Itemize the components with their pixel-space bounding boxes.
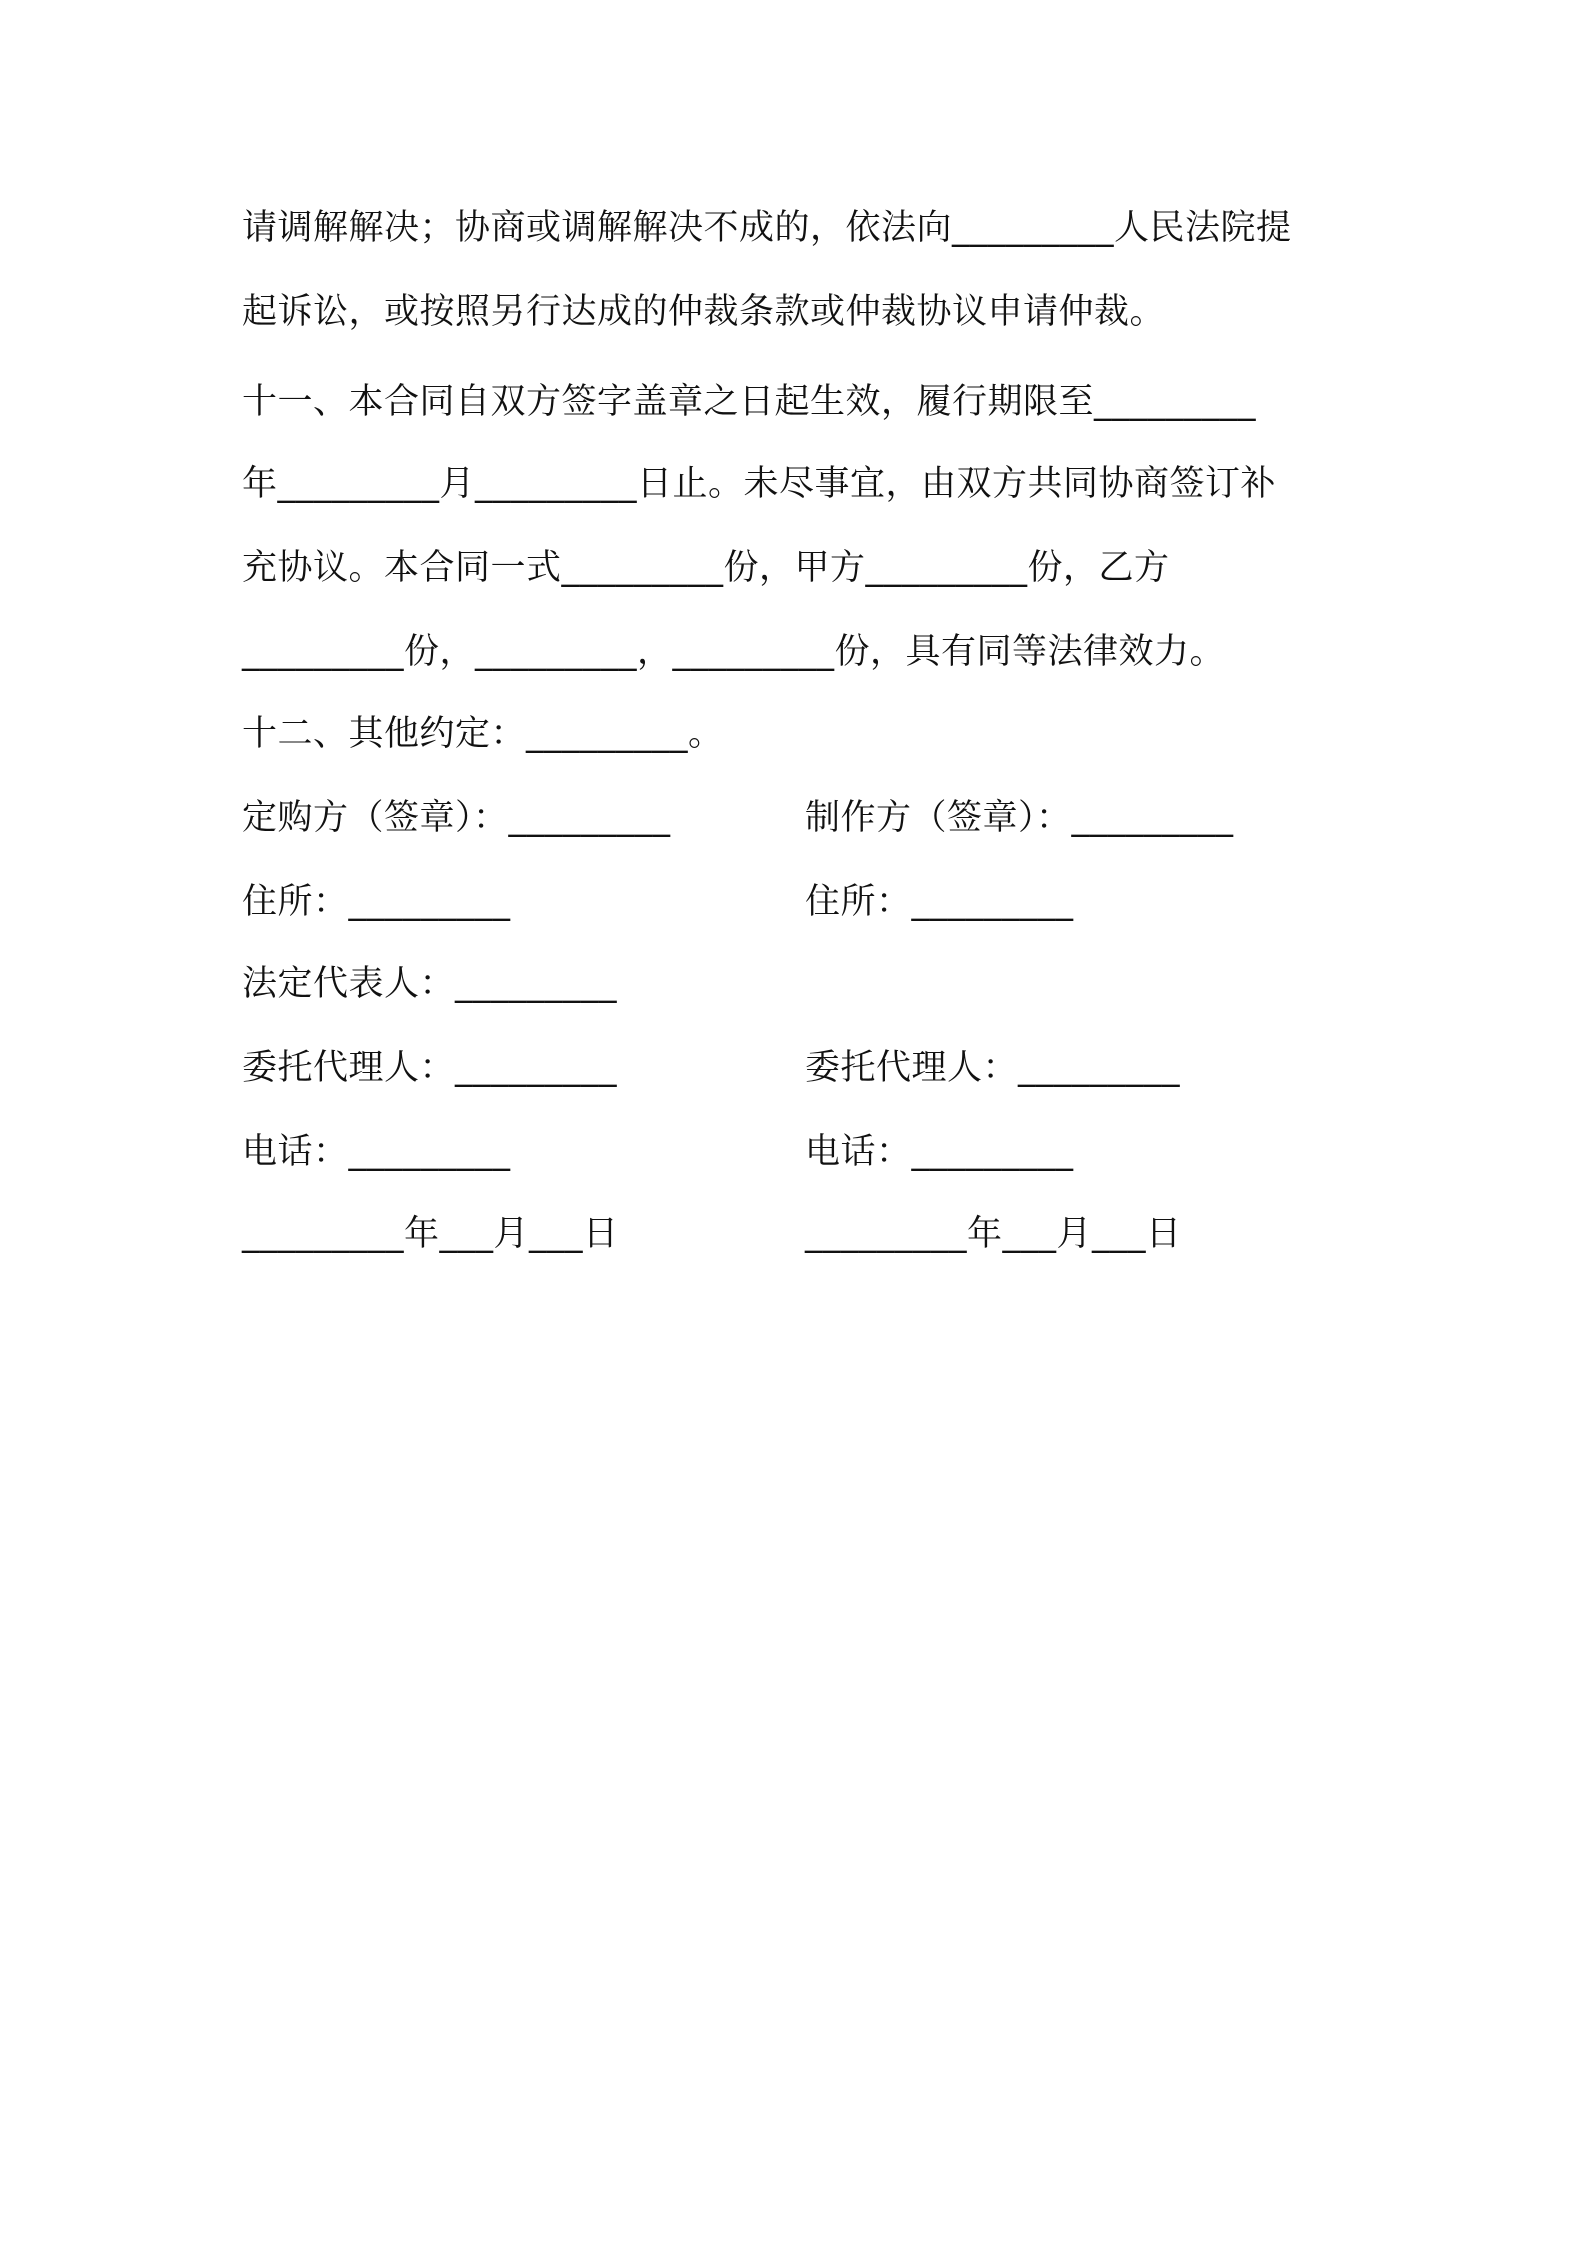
clause-eleven-line-2: 年_________月_________日止。未尽事宜，由双方共同协商签订补 bbox=[242, 464, 1277, 504]
buyer-phone: 电话：_________ bbox=[242, 1132, 511, 1172]
maker-agent: 委托代理人：_________ bbox=[805, 1048, 1181, 1088]
maker-phone: 电话：_________ bbox=[805, 1132, 1074, 1172]
maker-address: 住所：_________ bbox=[805, 882, 1074, 922]
buyer-agent: 委托代理人：_________ bbox=[242, 1048, 618, 1088]
clause-eleven-line-4: _________份，_________，_________份，具有同等法律效力。 bbox=[242, 632, 1226, 672]
clause-eleven-line-1: 十一、本合同自双方签字盖章之日起生效，履行期限至_________ bbox=[242, 382, 1257, 422]
buyer-date: _________年___月___日 bbox=[242, 1214, 619, 1254]
buyer-sign: 定购方（签章）：_________ bbox=[242, 798, 671, 838]
clause-twelve: 十二、其他约定：_________。 bbox=[242, 714, 724, 754]
clause-eleven-line-3: 充协议。本合同一式_________份，甲方_________份，乙方 bbox=[242, 548, 1170, 588]
buyer-legal-rep: 法定代表人：_________ bbox=[242, 964, 618, 1004]
maker-date: _________年___月___日 bbox=[805, 1214, 1182, 1254]
maker-sign: 制作方（签章）：_________ bbox=[805, 798, 1234, 838]
paragraph-ten-line-1: 请调解解决；协商或调解解决不成的，依法向_________人民法院提 bbox=[242, 208, 1292, 248]
paragraph-ten-line-2: 起诉讼，或按照另行达成的仲裁条款或仲裁协议申请仲裁。 bbox=[242, 292, 1166, 332]
buyer-address: 住所：_________ bbox=[242, 882, 511, 922]
